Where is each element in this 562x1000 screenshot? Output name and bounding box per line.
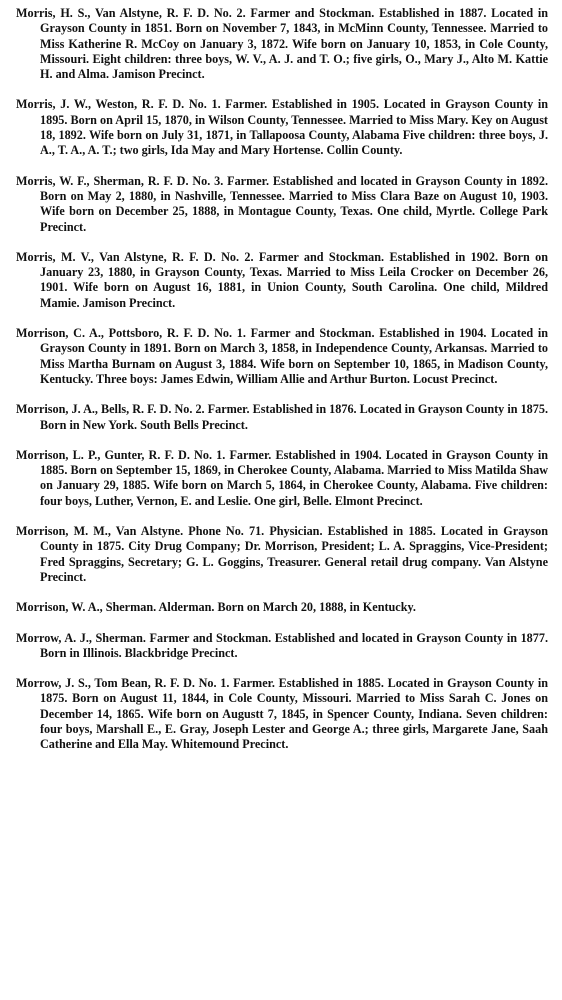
directory-entry: Morrison, M. M., Van Alstyne. Phone No. 71. Physician. Established in 1885. Located in Grayson County in 1875. City Drug Company; Dr. Morrison, President; L. A. Spraggins, Vice-President; Fred Spraggins, Secretary; G. L. Goggins, Treasurer. General retail drug company. Van Alstyne Precinct. — [16, 524, 548, 584]
directory-entry: Morrison, J. A., Bells, R. F. D. No. 2. Farmer. Established in 1876. Located in Grayson County in 1875. Born in New York. South Bells Precinct. — [16, 402, 548, 432]
directory-entry: Morrow, A. J., Sherman. Farmer and Stockman. Established and located in Grayson County in 1877. Born in Illinois. Blackbridge Precinct. — [16, 630, 548, 660]
directory-entry: Morrow, J. S., Tom Bean, R. F. D. No. 1. Farmer. Established in 1885. Located in Grayson County in 1875. Born on August 11, 1844, in Cole County, Missouri. Married to Miss Sarah C. Jones on December 14, 1865. Wife born on Augustt 7, 1845, in Spencer County, Indiana. Seven children: four boys, Marshall E., E. Gray, Joseph Lester and George A.; three girls, Margarete Jane, Saah Catherine and Ella May. Whitemound Precinct. — [16, 676, 548, 752]
directory-entry: Morris, W. F., Sherman, R. F. D. No. 3. Farmer. Established and located in Grayson County in 1892. Born on May 2, 1880, in Nashville, Tennessee. Married to Miss Clara Baze on August 10, 1903. Wife born on December 25, 1888, in Montague County, Texas. One child, Myrtle. College Park Precinct. — [16, 173, 548, 234]
directory-entry: Morrison, L. P., Gunter, R. F. D. No. 1. Farmer. Established in 1904. Located in Grayson County in 1885. Born on September 15, 1869, in Cherokee County, Alabama. Married to Miss Matilda Shaw on January 29, 1885. Wife born on March 5, 1864, in Cherokee County, Alabama. Five children: four boys, Luther, Vernon, E. and Leslie. One girl, Belle. Elmont Precinct. — [16, 447, 548, 508]
directory-entry: Morris, M. V., Van Alstyne, R. F. D. No. 2. Farmer and Stockman. Established in 1902. Born on January 23, 1880, in Grayson County, Texas. Married to Miss Leila Crocker on December 26, 1901. Wife born on August 16, 1881, in Union County, South Carolina. One child, Mildred Mamie. Jamison Precinct. — [16, 249, 548, 310]
directory-entry: Morris, J. W., Weston, R. F. D. No. 1. Farmer. Established in 1905. Located in Grayson County in 1895. Born on April 15, 1870, in Wilson County, Tennessee. Married to Miss Mary. Key on August 18, 1892. Wife born on July 31, 1871, in Tallapoosa County, Alabama Five children: three boys, J. A., T. A., A. T.; two girls, Ida May and Mary Hortense. Collin County. — [16, 97, 548, 158]
directory-entry: Morrison, W. A., Sherman. Alderman. Born on March 20, 1888, in Kentucky. — [16, 600, 416, 615]
directory-entry: Morrison, C. A., Pottsboro, R. F. D. No. 1. Farmer and Stockman. Established in 1904. Located in Grayson County in 1891. Born on March 3, 1858, in Independence County, Arkansas. Married to Miss Martha Burnam on August 3, 1884. Wife born on September 10, 1865, in Madison County, Kentucky. Three boys: James Edwin, William Allie and Arthur Burton. Locust Precinct. — [16, 326, 548, 386]
directory-entry: Morris, H. S., Van Alstyne, R. F. D. No. 2. Farmer and Stockman. Established in 1887. Located in Grayson County in 1851. Born on November 7, 1843, in McMinn County, Tennessee. Married to Miss Katherine R. McCoy on January 3, 1872. Wife born on January 10, 1853, in Cole County, Missouri. Eight children: three boys, W. V., A. J. and T. O.; five girls, O., Mary J., Alto M. Kattie H. and Alma. Jamison Precinct. — [16, 6, 548, 82]
